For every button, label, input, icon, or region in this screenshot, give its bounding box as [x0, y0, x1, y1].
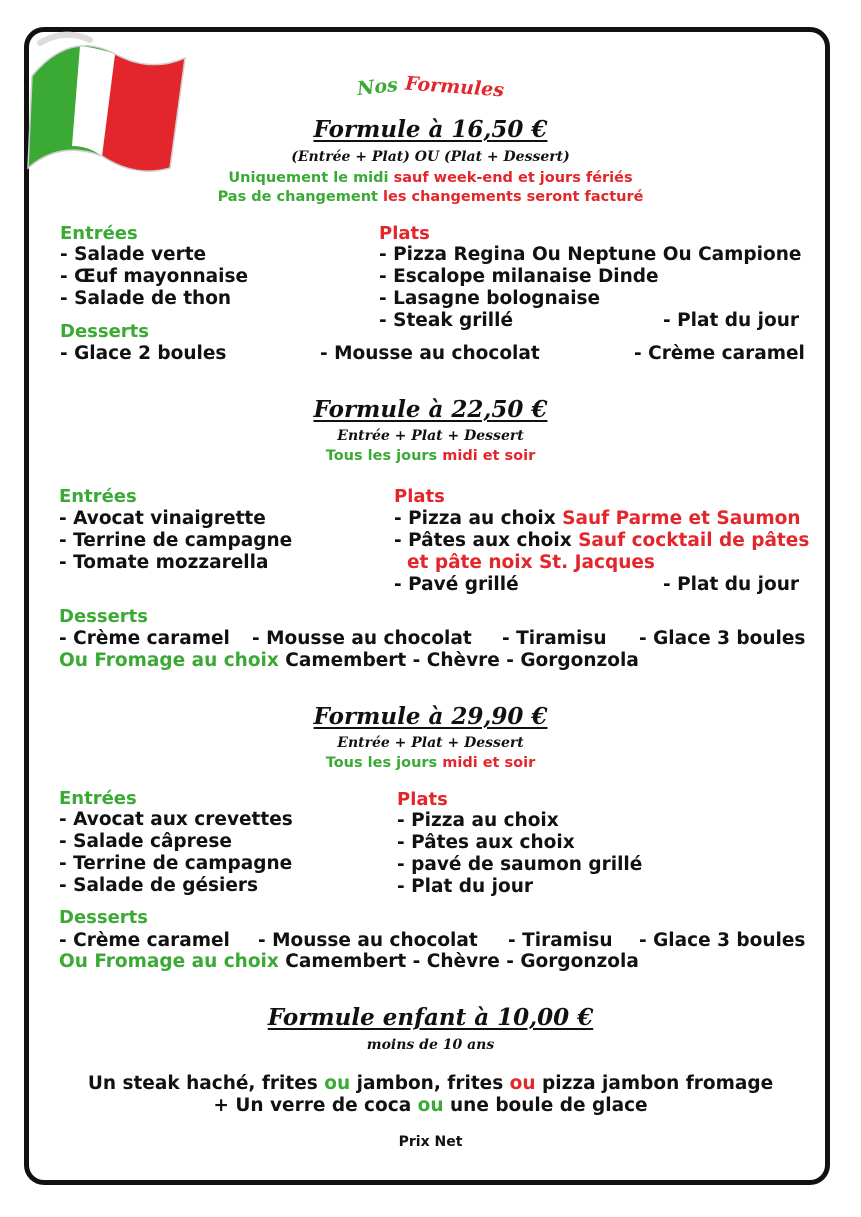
f1-dessert-item: - Mousse au chocolat — [320, 343, 540, 364]
f2-dessert-item: - Glace 3 boules — [639, 628, 806, 649]
f3-entree-item: - Terrine de campagne — [59, 853, 293, 874]
f2-plat-item: - Pizza au choix Sauf Parme et Saumon — [394, 508, 801, 529]
formule-enfant-line-2: + Un verre de coca ou une boule de glace — [213, 1095, 648, 1116]
f3-plat-item: - Pizza au choix — [397, 810, 559, 831]
header-formules: Formules — [404, 72, 505, 102]
f3-plat-item: - Plat du jour — [397, 876, 533, 897]
f2-dessert-item: - Tiramisu — [502, 628, 607, 649]
f1-dessert-item: - Glace 2 boules — [60, 343, 227, 364]
f3-plat-item: - pavé de saumon grillé — [397, 854, 643, 875]
f3-entrees-label: Entrées — [59, 788, 137, 809]
f1-entree-item: - Œuf mayonnaise — [60, 266, 249, 287]
f2-plat-item: - Pâtes aux choix Sauf cocktail de pâtes — [394, 530, 810, 551]
formule-3-subtitle: Entrée + Plat + Dessert — [337, 735, 524, 751]
f1-plat-item: - Pizza Regina Ou Neptune Ou Campione — [379, 244, 802, 265]
f2-desserts-label: Desserts — [59, 606, 148, 627]
f1-entree-item: - Salade de thon — [60, 288, 232, 309]
f1-entree-item: - Salade verte — [60, 244, 207, 265]
f1-plat-item: - Lasagne bolognaise — [379, 288, 601, 309]
f3-entree-item: - Salade de gésiers — [59, 875, 259, 896]
f1-plat-item: - Escalope milanaise Dinde — [379, 266, 659, 287]
f2-fromage-line: Ou Fromage au choix Camembert - Chèvre - Gorgonzola — [59, 650, 639, 671]
f2-dessert-item: - Crème caramel — [59, 628, 230, 649]
f3-entree-item: - Avocat aux crevettes — [59, 809, 293, 830]
f2-entree-item: - Avocat vinaigrette — [59, 508, 266, 529]
formule-1-title: Formule à 16,50 € — [313, 116, 548, 143]
f3-desserts-label: Desserts — [59, 907, 148, 928]
header-nos: Nos — [356, 73, 400, 101]
f3-fromage-line: Ou Fromage au choix Camembert - Chèvre - Gorgonzola — [59, 951, 639, 972]
italian-flag-icon — [10, 18, 195, 193]
formule-2-title: Formule à 22,50 € — [313, 396, 548, 423]
f1-plat-item: - Steak grillé — [379, 310, 513, 331]
formule-2-subtitle: Entrée + Plat + Dessert — [337, 428, 524, 444]
f2-plats-label: Plats — [394, 486, 445, 507]
formule-3-note: Tous les jours midi et soir — [325, 755, 536, 771]
f2-plat-item: - Pavé grillé — [394, 574, 519, 595]
formule-1-subtitle: (Entrée + Plat) OU (Plat + Dessert) — [291, 149, 570, 165]
header-nos-formules — [0, 72, 861, 102]
f3-dessert-item: - Crème caramel — [59, 930, 230, 951]
f2-dessert-item: - Mousse au chocolat — [252, 628, 472, 649]
formule-enfant-subtitle: moins de 10 ans — [366, 1037, 495, 1053]
f2-entree-item: - Terrine de campagne — [59, 530, 293, 551]
f2-entree-item: - Tomate mozzarella — [59, 552, 269, 573]
prix-net-label: Prix Net — [398, 1134, 463, 1150]
f1-entrees-label: Entrées — [60, 223, 138, 244]
formule-1-note-2: Pas de changement les changements seront facturé — [217, 189, 644, 205]
formule-1-note-1: Uniquement le midi sauf week-end et jours fériés — [228, 170, 633, 186]
f3-entree-item: - Salade câprese — [59, 831, 232, 852]
f1-dessert-item: - Crème caramel — [634, 343, 805, 364]
f2-plat-item-continued: et pâte noix St. Jacques — [407, 552, 655, 573]
f1-desserts-label: Desserts — [60, 321, 149, 342]
f3-plats-label: Plats — [397, 789, 448, 810]
f2-plat-du-jour: - Plat du jour — [663, 574, 799, 595]
f3-dessert-item: - Mousse au chocolat — [258, 930, 478, 951]
formule-2-note: Tous les jours midi et soir — [325, 448, 536, 464]
f3-dessert-item: - Glace 3 boules — [639, 930, 806, 951]
f2-entrees-label: Entrées — [59, 486, 137, 507]
f1-plats-label: Plats — [379, 223, 430, 244]
formule-3-title: Formule à 29,90 € — [313, 703, 548, 730]
formule-enfant-title: Formule enfant à 10,00 € — [267, 1004, 594, 1031]
formule-enfant-line-1: Un steak haché, frites ou jambon, frites ou pizza jambon fromage — [87, 1073, 774, 1094]
f3-dessert-item: - Tiramisu — [508, 930, 613, 951]
f3-plat-item: - Pâtes aux choix — [397, 832, 575, 853]
f1-plat-du-jour: - Plat du jour — [663, 310, 799, 331]
